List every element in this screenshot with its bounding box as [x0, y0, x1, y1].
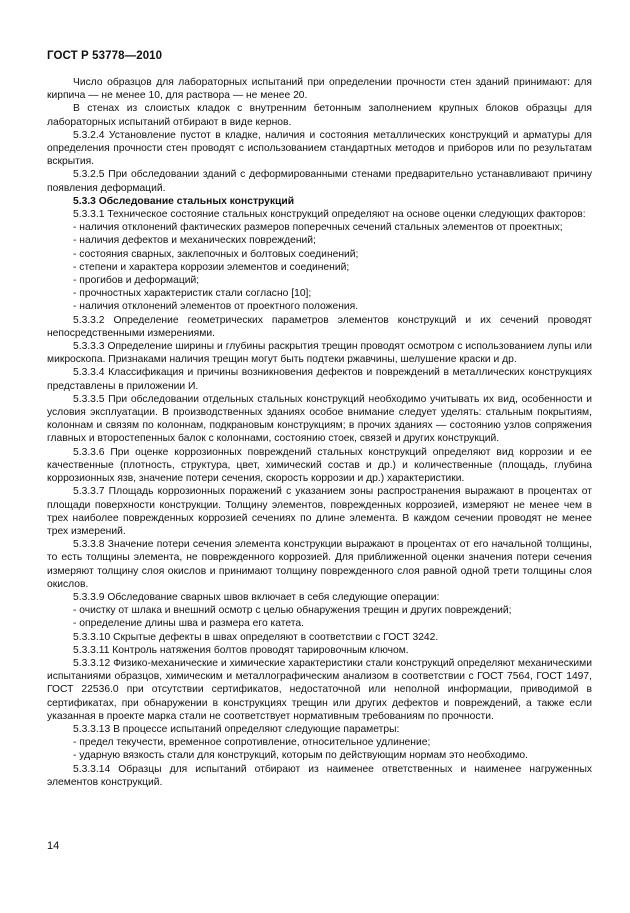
list-item: - наличия отклонений элементов от проектного положения. — [73, 301, 359, 313]
paragraph: 5.3.3.5 При обследовании отдельных стальных конструкций необходимо учитывать их вид, особенности и условия эксплуатации. В производственных зданиях особое внимание следует уделять: стальным покрытиям, колоннам и связям по колоннам, подкрановым конструкциям; в прочих зданиях — состоянию узлов сопряжения главных и второстепенных балок с колоннами, состоянию стоек, связей и других конструкций. — [47, 393, 592, 445]
section-heading: 5.3.3 Обследование стальных конструкций — [73, 195, 295, 207]
paragraph: 5.3.3.10 Скрытые дефекты в швах определяют в соответствии с ГОСТ 3242. — [73, 631, 439, 643]
list-item: - степени и характера коррозии элементов и соединений; — [73, 261, 350, 273]
list-item: - наличия дефектов и механических повреждений; — [73, 235, 316, 247]
paragraph: 5.3.3.4 Классификация и причины возникновения дефектов и повреждений в металлических конструкциях представлены в приложении И. — [47, 367, 592, 392]
list-item: - ударную вязкость стали для конструкций, которым по действующим нормам это необходимо. — [73, 750, 528, 762]
list-item: - очистку от шлака и внешний осмотр с целью обнаружения трещин и других повреждений; — [73, 605, 512, 617]
paragraph: 5.3.3.7 Площадь коррозионных поражений с указанием зоны распространения выражают в процентах от площади поверхности конструкции. Толщину элементов, поврежденных коррозией, измеряют не менее чем в трех наиболее поврежденных коррозией сечениях по длине элемента. В каждом сечении проводят не менее трех измерений. — [47, 486, 592, 537]
document-header: ГОСТ Р 53778—2010 — [47, 50, 163, 62]
paragraph: 5.3.2.4 Установление пустот в кладке, наличия и состояния металлических конструкций и арматуры для определения прочности стен проводят с использованием стандартных методов и приборов или по результатам вскрытия. — [47, 129, 592, 168]
list-item: - наличия отклонений фактических размеров поперечных сечений стальных элементов от проектных; — [73, 222, 563, 234]
paragraph: 5.3.3.13 В процессе испытаний определяют следующие параметры: — [73, 723, 400, 735]
paragraph: 5.3.3.3 Определение ширины и глубины раскрытия трещин проводят осмотром с использованием лупы или микроскопа. Признаками наличия трещин могут быть подтеки ржавчины, шелушение краски и др. — [47, 341, 592, 366]
paragraph: В стенах из слоистых кладок с внутренним бетонным заполнением крупных блоков образцы для лабораторных испытаний отбирают в виде кернов. — [47, 103, 592, 128]
list-item: - состояния сварных, заклепочных и болтовых соединений; — [73, 248, 359, 260]
paragraph: 5.3.2.5 При обследовании зданий с деформированными стенами предварительно устанавливают причину появления деформаций. — [47, 169, 592, 194]
list-item: - предел текучести, временное сопротивление, относительное удлинение; — [73, 737, 431, 749]
paragraph: Число образцов для лабораторных испытаний при определении прочности стен зданий принимают: для кирпича — не менее 10, для раствора — не менее 20. — [47, 77, 592, 102]
page-body — [47, 76, 592, 789]
list-item: - определение длины шва и размера его катета. — [73, 618, 304, 630]
paragraph: 5.3.3.11 Контроль натяжения болтов проводят тарировочным ключом. — [73, 644, 409, 656]
page-number: 14 — [47, 840, 60, 852]
paragraph: 5.3.3.14 Образцы для испытаний отбирают из наименее ответственных и наименее нагруженных элементов конструкций. — [47, 763, 592, 788]
paragraph: 5.3.3.2 Определение геометрических параметров элементов конструкций и их сечений проводят непосредственными измерениями. — [47, 314, 592, 339]
list-item: - прочностных характеристик стали согласно [10]; — [73, 288, 312, 300]
paragraph: 5.3.3.12 Физико-механические и химические характеристики стали конструкций определяют механическими испытаниями образцов, химическим и металлографическим анализом в соответствии с ГОСТ 7564, ГОСТ 1497, ГОСТ 22536.0 при отсутствии сертификатов, недостаточной или неполной информации, приводимой в сертификатах, при обнаружении в конструкциях трещин или других дефектов и повреждений, а также если указанная в проекте марка стали не соответствует нормативным требованиям по прочности. — [47, 657, 592, 722]
paragraph: 5.3.3.8 Значение потери сечения элемента конструкции выражают в процентах от его начальной толщины, то есть толщины элемента, не поврежденного коррозией. Для приближенной оценки значения потери сечения измеряют толщину слоя окислов и принимают толщину поврежденного слоя равной одной трети толщины слоя окислов. — [47, 539, 592, 590]
paragraph: 5.3.3.6 При оценке коррозионных повреждений стальных конструкций определяют вид коррозии и ее качественные (плотность, структура, цвет, химический состав и др.) и количественные (площадь, глубина коррозионных язв, значение потери сечения, скорость коррозии и др.) характеристики. — [47, 446, 592, 485]
paragraph: 5.3.3.9 Обследование сварных швов включает в себя следующие операции: — [73, 591, 440, 603]
paragraph: 5.3.3.1 Техническое состояние стальных конструкций определяют на основе оценки следующих факторов: — [73, 209, 586, 221]
list-item: - прогибов и деформаций; — [73, 275, 200, 287]
